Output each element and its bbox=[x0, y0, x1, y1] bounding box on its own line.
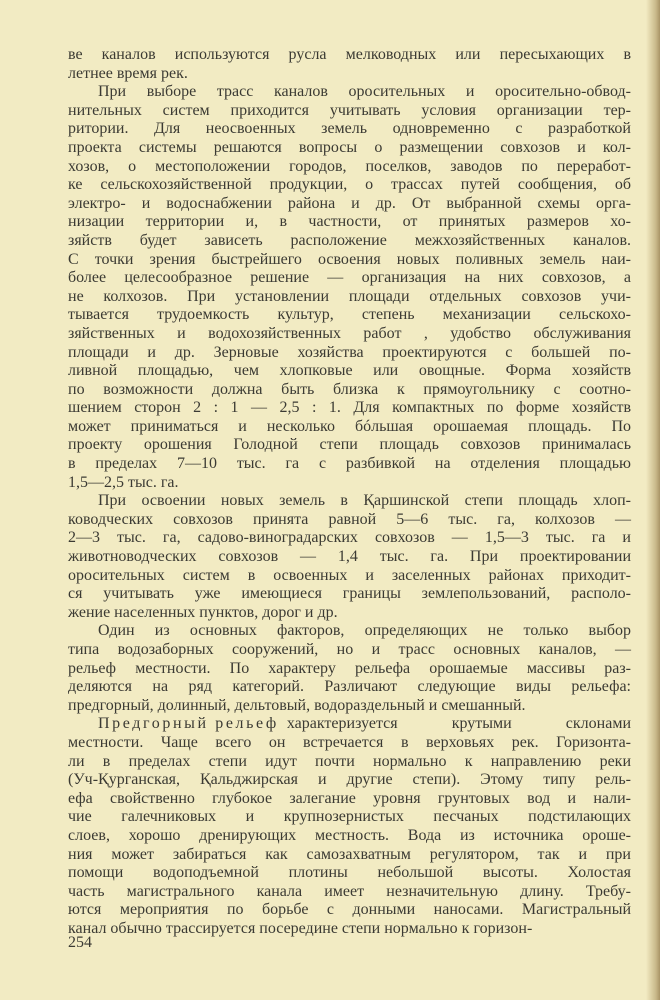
text-line: нительных систем приходится учитывать условия организации тер- bbox=[68, 101, 631, 119]
text-line: зяйств будет зависеть расположение межхозяйственных каналов. bbox=[68, 231, 631, 249]
text-line: чие галечниковых и крупнозернистых песчаных подстилающих bbox=[68, 808, 631, 826]
text-line: местности. Чаще всего он встречается в верховьях рек. Горизонта- bbox=[68, 733, 631, 751]
text-line: ководческих совхозов принята равной 5—6 тыс. га, колхозов — bbox=[68, 510, 631, 528]
text-line: (Уч-Қурганская, Қальджирская и другие степи). Этому типу рель- bbox=[68, 771, 631, 789]
text-line: не колхозов. При установлении площади отдельных совхозов учи- bbox=[68, 287, 631, 305]
text-line: деляются на ряд категорий. Различают следующие виды рельефа: bbox=[68, 678, 631, 696]
text-line: электро- и водоснабжении района и др. От выбранной схемы орга- bbox=[68, 194, 631, 212]
text-line: канал обычно трассируется посередине степи нормально к горизон- bbox=[68, 919, 533, 937]
page-number: 254 bbox=[68, 934, 92, 951]
page-edge-shadow bbox=[646, 0, 660, 1000]
text-line: ливной площадью, чем хлопковые или овощные. Форма хозяйств bbox=[68, 362, 631, 380]
text-line: хозов, о местоположении городов, поселков, заводов по переработ- bbox=[68, 157, 631, 175]
text-line: ефа свойственно глубокое залегание уровня грунтовых вод и нали- bbox=[68, 789, 631, 807]
text-line: ве каналов используются русла мелководных или пересыхающих в bbox=[68, 46, 631, 63]
text-line: типа водозаборных сооружений, но и трасс основных каналов, — bbox=[68, 641, 631, 658]
line-text: характеризуется крутыми склонами bbox=[286, 715, 631, 733]
text-line: 2—3 тыс. га, садово-виноградарских совхозов — 1,5—3 тыс. га и bbox=[68, 529, 631, 547]
text-line: При освоении новых земель в Қаршинской степи площадь хлоп- bbox=[98, 492, 631, 510]
text-line: ли в пределах степи идут почти нормально к направлению реки bbox=[68, 752, 631, 770]
text-line: ются мероприятия по борьбе с донными наносами. Магистральный bbox=[68, 901, 631, 919]
paragraph bbox=[68, 46, 631, 83]
text-line: помощи водоподъемной плотины небольшой высоты. Холостая bbox=[68, 864, 631, 882]
paragraph bbox=[68, 83, 631, 492]
page-body-text bbox=[68, 46, 631, 939]
text-line: зяйственных и водохозяйственных работ , удобство обслуживания bbox=[68, 324, 631, 342]
paragraph bbox=[68, 715, 631, 938]
text-line: часть магистрального канала имеет незначительную длину. Требу- bbox=[68, 882, 631, 900]
text-line: может приниматься и несколько бóльшая орошаемая площадь. По bbox=[68, 417, 631, 435]
text-line: С точки зрения быстрейшего освоения новых поливных земель наи- bbox=[68, 250, 631, 268]
text-line: низации территории и, в частности, от принятых размеров хо- bbox=[68, 213, 631, 231]
text-line: предгорный, долинный, дельтовый, водораздельный и смешанный. bbox=[68, 696, 526, 714]
paragraph bbox=[68, 492, 631, 622]
text-line: животноводческих совхозов — 1,4 тыс. га. При проектировании bbox=[68, 548, 631, 566]
text-line: При выборе трасс каналов оросительных и оросительно-обвод- bbox=[98, 83, 631, 101]
text-line: ся учитывать уже имеющиеся границы землепользований, располо- bbox=[68, 585, 631, 603]
text-line: жение населенных пунктов, дорог и др. bbox=[68, 603, 338, 621]
text-line: по возможности должна быть близка к прямоугольнику с соотно- bbox=[68, 380, 631, 398]
text-line: в пределах 7—10 тыс. га с разбивкой на отделения площадью bbox=[68, 455, 631, 473]
paragraph bbox=[68, 622, 631, 715]
text-line: ритории. Для неосвоенных земель одновременно с разработкой bbox=[68, 120, 631, 138]
text-line: проекту орошения Голодной степи площадь совхозов принималась bbox=[68, 436, 631, 454]
text-line-group bbox=[68, 715, 631, 734]
text-line: более целесообразное решение — организация на них совхозов, а bbox=[68, 269, 631, 287]
text-line: шением сторон 2 : 1 — 2,5 : 1. Для компактных по форме хозяйств bbox=[68, 399, 631, 417]
text-line: Один из основных факторов, определяющих не только выбор bbox=[98, 622, 631, 640]
text-line: оросительных систем в освоенных и заселенных районах приходит- bbox=[68, 566, 631, 584]
spaced-term: Предгорный рельеф bbox=[98, 715, 279, 733]
text-line: 1,5—2,5 тыс. га. bbox=[68, 473, 179, 491]
text-line: проекта системы решаются вопросы о размещении совхозов и кол- bbox=[68, 138, 631, 156]
text-line: слоев, хорошо дренирующих местность. Вода из источника ороше- bbox=[68, 826, 631, 844]
text-line: летнее время рек. bbox=[68, 64, 188, 82]
text-line: ния может забираться как самозахватным регулятором, так и при bbox=[68, 845, 631, 863]
text-line: рельеф местности. По характеру рельефа орошаемые массивы раз- bbox=[68, 659, 631, 677]
text-line: площади и др. Зерновые хозяйства проектируются с большей по- bbox=[68, 343, 631, 361]
text-line: ке сельскохозяйственной продукции, о трассах путей сообщения, об bbox=[68, 176, 631, 194]
text-line: тывается трудоемкость культур, степень механизации сельскохо- bbox=[68, 306, 631, 324]
